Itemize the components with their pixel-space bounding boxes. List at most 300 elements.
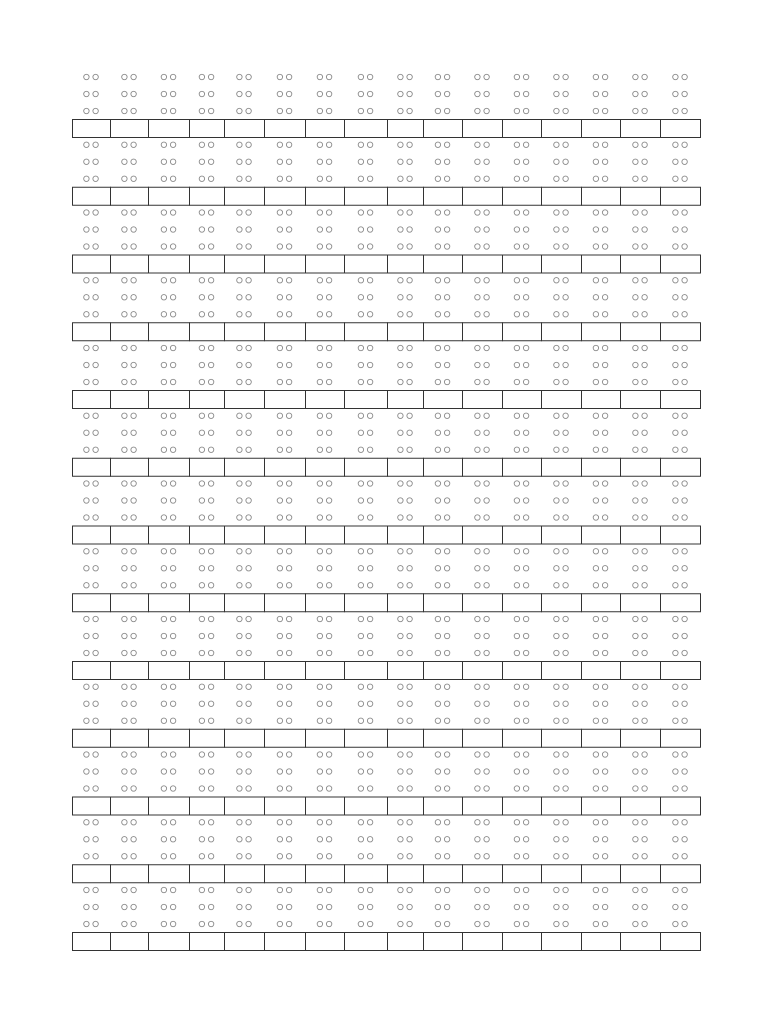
braille-dot xyxy=(367,566,372,571)
braille-dot xyxy=(199,633,204,638)
writing-box[interactable] xyxy=(345,594,388,612)
writing-box[interactable] xyxy=(582,933,621,951)
writing-box[interactable] xyxy=(424,662,463,680)
writing-box[interactable] xyxy=(388,458,424,476)
writing-box[interactable] xyxy=(225,458,265,476)
writing-box[interactable] xyxy=(463,729,503,747)
braille-dot xyxy=(444,108,449,113)
braille-dot xyxy=(682,278,687,283)
writing-box[interactable] xyxy=(503,526,542,544)
writing-box[interactable] xyxy=(582,662,621,680)
writing-box[interactable] xyxy=(661,391,701,409)
writing-box[interactable] xyxy=(424,797,463,815)
writing-box[interactable] xyxy=(388,662,424,680)
writing-box[interactable] xyxy=(388,594,424,612)
writing-box[interactable] xyxy=(661,458,701,476)
braille-dot xyxy=(444,837,449,842)
writing-box[interactable] xyxy=(424,526,463,544)
writing-box[interactable] xyxy=(463,458,503,476)
braille-dot xyxy=(602,413,607,418)
writing-box[interactable] xyxy=(73,526,111,544)
writing-box[interactable] xyxy=(306,797,345,815)
braille-dot xyxy=(286,701,291,706)
writing-box[interactable] xyxy=(542,662,582,680)
writing-box[interactable] xyxy=(503,662,542,680)
writing-box[interactable] xyxy=(111,187,149,205)
writing-box[interactable] xyxy=(582,526,621,544)
writing-box[interactable] xyxy=(388,255,424,273)
writing-box[interactable] xyxy=(306,187,345,205)
writing-box[interactable] xyxy=(542,391,582,409)
writing-box[interactable] xyxy=(463,323,503,341)
braille-dot xyxy=(326,820,331,825)
writing-box[interactable] xyxy=(225,594,265,612)
writing-box[interactable] xyxy=(345,729,388,747)
writing-box[interactable] xyxy=(306,933,345,951)
writing-box[interactable] xyxy=(265,120,306,138)
writing-box[interactable] xyxy=(265,865,306,883)
writing-box[interactable] xyxy=(190,458,225,476)
writing-box[interactable] xyxy=(388,865,424,883)
writing-box[interactable] xyxy=(424,323,463,341)
writing-box[interactable] xyxy=(265,933,306,951)
braille-cell xyxy=(582,549,621,612)
writing-box[interactable] xyxy=(388,120,424,138)
braille-dot xyxy=(84,701,89,706)
writing-box[interactable] xyxy=(503,458,542,476)
writing-box[interactable] xyxy=(582,797,621,815)
writing-box[interactable] xyxy=(190,526,225,544)
braille-dot xyxy=(682,91,687,96)
writing-box[interactable] xyxy=(149,594,190,612)
writing-box[interactable] xyxy=(661,662,701,680)
writing-box[interactable] xyxy=(306,865,345,883)
writing-box[interactable] xyxy=(424,729,463,747)
writing-box[interactable] xyxy=(345,526,388,544)
writing-box[interactable] xyxy=(306,458,345,476)
braille-dot xyxy=(554,549,559,554)
writing-box[interactable] xyxy=(621,526,661,544)
writing-box[interactable] xyxy=(621,662,661,680)
writing-box[interactable] xyxy=(503,255,542,273)
writing-box[interactable] xyxy=(424,120,463,138)
writing-box[interactable] xyxy=(306,526,345,544)
writing-box[interactable] xyxy=(111,865,149,883)
writing-box[interactable] xyxy=(582,120,621,138)
braille-cell xyxy=(621,820,661,883)
writing-box[interactable] xyxy=(306,120,345,138)
writing-box[interactable] xyxy=(582,323,621,341)
writing-box[interactable] xyxy=(190,865,225,883)
writing-box[interactable] xyxy=(388,729,424,747)
writing-box[interactable] xyxy=(306,255,345,273)
writing-box[interactable] xyxy=(463,526,503,544)
writing-box[interactable] xyxy=(661,865,701,883)
writing-box[interactable] xyxy=(388,526,424,544)
braille-dot xyxy=(602,515,607,520)
writing-box[interactable] xyxy=(225,255,265,273)
braille-dot xyxy=(93,904,98,909)
writing-box[interactable] xyxy=(345,391,388,409)
writing-box[interactable] xyxy=(225,865,265,883)
braille-dot xyxy=(326,515,331,520)
writing-box[interactable] xyxy=(190,391,225,409)
writing-box[interactable] xyxy=(388,933,424,951)
writing-box[interactable] xyxy=(503,797,542,815)
writing-box[interactable] xyxy=(149,662,190,680)
writing-box[interactable] xyxy=(149,458,190,476)
braille-dot xyxy=(554,921,559,926)
braille-cell xyxy=(542,142,582,205)
writing-box[interactable] xyxy=(542,865,582,883)
writing-box[interactable] xyxy=(661,120,701,138)
writing-box[interactable] xyxy=(463,662,503,680)
braille-dot xyxy=(642,108,647,113)
writing-box[interactable] xyxy=(542,797,582,815)
braille-dot xyxy=(131,345,136,350)
writing-box[interactable] xyxy=(582,255,621,273)
writing-box[interactable] xyxy=(463,933,503,951)
writing-box[interactable] xyxy=(225,120,265,138)
writing-box[interactable] xyxy=(149,187,190,205)
braille-dot xyxy=(514,684,519,689)
braille-dot xyxy=(161,515,166,520)
writing-box[interactable] xyxy=(225,797,265,815)
writing-box[interactable] xyxy=(503,120,542,138)
writing-box[interactable] xyxy=(542,729,582,747)
writing-box[interactable] xyxy=(621,391,661,409)
braille-cell xyxy=(503,142,542,205)
writing-box[interactable] xyxy=(265,797,306,815)
braille-dot xyxy=(435,108,440,113)
writing-box[interactable] xyxy=(661,797,701,815)
braille-dot xyxy=(208,566,213,571)
writing-box[interactable] xyxy=(225,526,265,544)
braille-dot xyxy=(326,244,331,249)
writing-box[interactable] xyxy=(190,662,225,680)
writing-box[interactable] xyxy=(661,187,701,205)
braille-cell xyxy=(111,210,149,273)
braille-dot xyxy=(286,566,291,571)
writing-box[interactable] xyxy=(582,458,621,476)
writing-box[interactable] xyxy=(345,458,388,476)
braille-dot xyxy=(93,701,98,706)
writing-box[interactable] xyxy=(190,729,225,747)
braille-dot xyxy=(514,447,519,452)
writing-box[interactable] xyxy=(621,729,661,747)
writing-box[interactable] xyxy=(345,933,388,951)
braille-dot xyxy=(523,295,528,300)
writing-box[interactable] xyxy=(582,729,621,747)
writing-box[interactable] xyxy=(388,323,424,341)
braille-dot xyxy=(593,74,598,79)
braille-dot xyxy=(593,362,598,367)
writing-box[interactable] xyxy=(111,323,149,341)
writing-box[interactable] xyxy=(582,187,621,205)
braille-dot xyxy=(84,413,89,418)
braille-dot xyxy=(131,227,136,232)
writing-box[interactable] xyxy=(424,187,463,205)
braille-dot xyxy=(642,633,647,638)
braille-dot xyxy=(435,379,440,384)
writing-box[interactable] xyxy=(424,933,463,951)
writing-box[interactable] xyxy=(503,594,542,612)
braille-dot xyxy=(199,498,204,503)
braille-dot xyxy=(367,278,372,283)
writing-box[interactable] xyxy=(661,255,701,273)
braille-dot xyxy=(563,515,568,520)
braille-dot xyxy=(317,769,322,774)
writing-box[interactable] xyxy=(463,187,503,205)
writing-box[interactable] xyxy=(424,391,463,409)
writing-box[interactable] xyxy=(73,797,111,815)
writing-box[interactable] xyxy=(111,933,149,951)
braille-dot xyxy=(286,769,291,774)
writing-box[interactable] xyxy=(190,933,225,951)
writing-box[interactable] xyxy=(149,526,190,544)
braille-dot xyxy=(444,379,449,384)
braille-dot xyxy=(317,616,322,621)
writing-box[interactable] xyxy=(225,187,265,205)
braille-dot xyxy=(170,108,175,113)
writing-box[interactable] xyxy=(265,458,306,476)
writing-box[interactable] xyxy=(621,458,661,476)
writing-box[interactable] xyxy=(306,662,345,680)
braille-dot xyxy=(84,837,89,842)
writing-box[interactable] xyxy=(424,594,463,612)
writing-box[interactable] xyxy=(73,933,111,951)
braille-dot xyxy=(237,633,242,638)
braille-dot xyxy=(170,159,175,164)
writing-box[interactable] xyxy=(225,391,265,409)
braille-dot xyxy=(523,278,528,283)
braille-dot xyxy=(84,227,89,232)
writing-box[interactable] xyxy=(503,187,542,205)
writing-box[interactable] xyxy=(542,120,582,138)
braille-dot xyxy=(523,74,528,79)
braille-dot xyxy=(682,904,687,909)
braille-dot xyxy=(286,498,291,503)
braille-dot xyxy=(682,633,687,638)
writing-box[interactable] xyxy=(111,526,149,544)
writing-box[interactable] xyxy=(661,323,701,341)
writing-box[interactable] xyxy=(111,594,149,612)
braille-dot xyxy=(208,837,213,842)
writing-box[interactable] xyxy=(463,797,503,815)
writing-box[interactable] xyxy=(582,391,621,409)
writing-box[interactable] xyxy=(190,323,225,341)
writing-box[interactable] xyxy=(149,865,190,883)
writing-box[interactable] xyxy=(265,662,306,680)
writing-box[interactable] xyxy=(111,458,149,476)
braille-dot xyxy=(633,921,638,926)
writing-box[interactable] xyxy=(190,255,225,273)
writing-box[interactable] xyxy=(424,865,463,883)
braille-dot xyxy=(633,362,638,367)
writing-box[interactable] xyxy=(463,255,503,273)
writing-box[interactable] xyxy=(388,187,424,205)
writing-box[interactable] xyxy=(542,933,582,951)
braille-dot xyxy=(633,108,638,113)
writing-box[interactable] xyxy=(621,323,661,341)
writing-box[interactable] xyxy=(388,391,424,409)
braille-dot xyxy=(642,227,647,232)
writing-box[interactable] xyxy=(190,797,225,815)
braille-dot xyxy=(277,278,282,283)
writing-box[interactable] xyxy=(661,594,701,612)
writing-box[interactable] xyxy=(542,323,582,341)
writing-box[interactable] xyxy=(542,458,582,476)
writing-box[interactable] xyxy=(111,391,149,409)
writing-box[interactable] xyxy=(621,187,661,205)
braille-dot xyxy=(170,583,175,588)
writing-box[interactable] xyxy=(582,594,621,612)
writing-box[interactable] xyxy=(265,526,306,544)
braille-cell xyxy=(149,345,190,408)
writing-box[interactable] xyxy=(388,797,424,815)
writing-box[interactable] xyxy=(621,865,661,883)
writing-box[interactable] xyxy=(265,594,306,612)
writing-box[interactable] xyxy=(463,120,503,138)
writing-box[interactable] xyxy=(306,594,345,612)
braille-dot xyxy=(286,633,291,638)
writing-box[interactable] xyxy=(73,458,111,476)
writing-box[interactable] xyxy=(73,120,111,138)
braille-dot xyxy=(237,515,242,520)
writing-box[interactable] xyxy=(111,662,149,680)
braille-dot xyxy=(199,413,204,418)
writing-box[interactable] xyxy=(542,187,582,205)
writing-box[interactable] xyxy=(345,120,388,138)
braille-dot xyxy=(435,244,440,249)
writing-box[interactable] xyxy=(149,391,190,409)
writing-box[interactable] xyxy=(621,933,661,951)
braille-dot xyxy=(277,583,282,588)
braille-dot xyxy=(122,515,127,520)
writing-box[interactable] xyxy=(149,323,190,341)
writing-box[interactable] xyxy=(73,662,111,680)
writing-box[interactable] xyxy=(265,255,306,273)
writing-box[interactable] xyxy=(661,526,701,544)
writing-box[interactable] xyxy=(111,255,149,273)
writing-box[interactable] xyxy=(542,594,582,612)
writing-box[interactable] xyxy=(345,323,388,341)
writing-box[interactable] xyxy=(149,933,190,951)
braille-dot xyxy=(563,583,568,588)
braille-dot xyxy=(398,650,403,655)
writing-box[interactable] xyxy=(621,255,661,273)
writing-box[interactable] xyxy=(542,526,582,544)
writing-box[interactable] xyxy=(73,187,111,205)
braille-dot xyxy=(633,515,638,520)
writing-box[interactable] xyxy=(225,729,265,747)
braille-dot xyxy=(563,904,568,909)
writing-box[interactable] xyxy=(463,865,503,883)
writing-box[interactable] xyxy=(542,255,582,273)
writing-box[interactable] xyxy=(345,865,388,883)
writing-box[interactable] xyxy=(345,255,388,273)
braille-dot xyxy=(602,295,607,300)
writing-box[interactable] xyxy=(111,120,149,138)
writing-box[interactable] xyxy=(503,391,542,409)
writing-box[interactable] xyxy=(149,255,190,273)
braille-dot xyxy=(633,566,638,571)
writing-box[interactable] xyxy=(503,933,542,951)
braille-cell xyxy=(463,887,503,950)
writing-box[interactable] xyxy=(265,729,306,747)
braille-dot xyxy=(122,447,127,452)
writing-box[interactable] xyxy=(621,797,661,815)
writing-box[interactable] xyxy=(190,187,225,205)
braille-dot xyxy=(199,769,204,774)
writing-box[interactable] xyxy=(149,120,190,138)
writing-box[interactable] xyxy=(149,797,190,815)
writing-box[interactable] xyxy=(73,865,111,883)
writing-box[interactable] xyxy=(582,865,621,883)
braille-dot xyxy=(484,549,489,554)
writing-box[interactable] xyxy=(190,594,225,612)
writing-box[interactable] xyxy=(111,729,149,747)
writing-box[interactable] xyxy=(225,323,265,341)
writing-box[interactable] xyxy=(265,323,306,341)
writing-box[interactable] xyxy=(503,729,542,747)
braille-dot xyxy=(358,684,363,689)
writing-box[interactable] xyxy=(661,729,701,747)
writing-box[interactable] xyxy=(621,594,661,612)
writing-box[interactable] xyxy=(306,729,345,747)
writing-box[interactable] xyxy=(190,120,225,138)
braille-dot xyxy=(317,904,322,909)
braille-cell xyxy=(73,887,111,950)
writing-box[interactable] xyxy=(621,120,661,138)
writing-box[interactable] xyxy=(111,797,149,815)
writing-box[interactable] xyxy=(306,323,345,341)
braille-dot xyxy=(435,854,440,859)
writing-box[interactable] xyxy=(73,255,111,273)
braille-dot xyxy=(277,701,282,706)
braille-cell xyxy=(345,413,388,476)
writing-box[interactable] xyxy=(225,662,265,680)
writing-box[interactable] xyxy=(661,933,701,951)
writing-box[interactable] xyxy=(503,323,542,341)
writing-box[interactable] xyxy=(265,187,306,205)
writing-box[interactable] xyxy=(345,662,388,680)
braille-dot xyxy=(444,583,449,588)
writing-box[interactable] xyxy=(345,797,388,815)
writing-box[interactable] xyxy=(73,323,111,341)
writing-box[interactable] xyxy=(503,865,542,883)
braille-cell xyxy=(190,549,225,612)
writing-box[interactable] xyxy=(424,458,463,476)
writing-box[interactable] xyxy=(225,933,265,951)
braille-dot xyxy=(131,583,136,588)
writing-box[interactable] xyxy=(73,594,111,612)
writing-box[interactable] xyxy=(463,391,503,409)
braille-dot xyxy=(475,633,480,638)
writing-box[interactable] xyxy=(424,255,463,273)
writing-box[interactable] xyxy=(73,729,111,747)
writing-box[interactable] xyxy=(345,187,388,205)
writing-box[interactable] xyxy=(306,391,345,409)
braille-dot xyxy=(93,74,98,79)
writing-box[interactable] xyxy=(265,391,306,409)
braille-cell xyxy=(111,74,149,137)
writing-box[interactable] xyxy=(73,391,111,409)
braille-dot xyxy=(523,701,528,706)
writing-box[interactable] xyxy=(463,594,503,612)
writing-box[interactable] xyxy=(149,729,190,747)
braille-dot xyxy=(131,633,136,638)
